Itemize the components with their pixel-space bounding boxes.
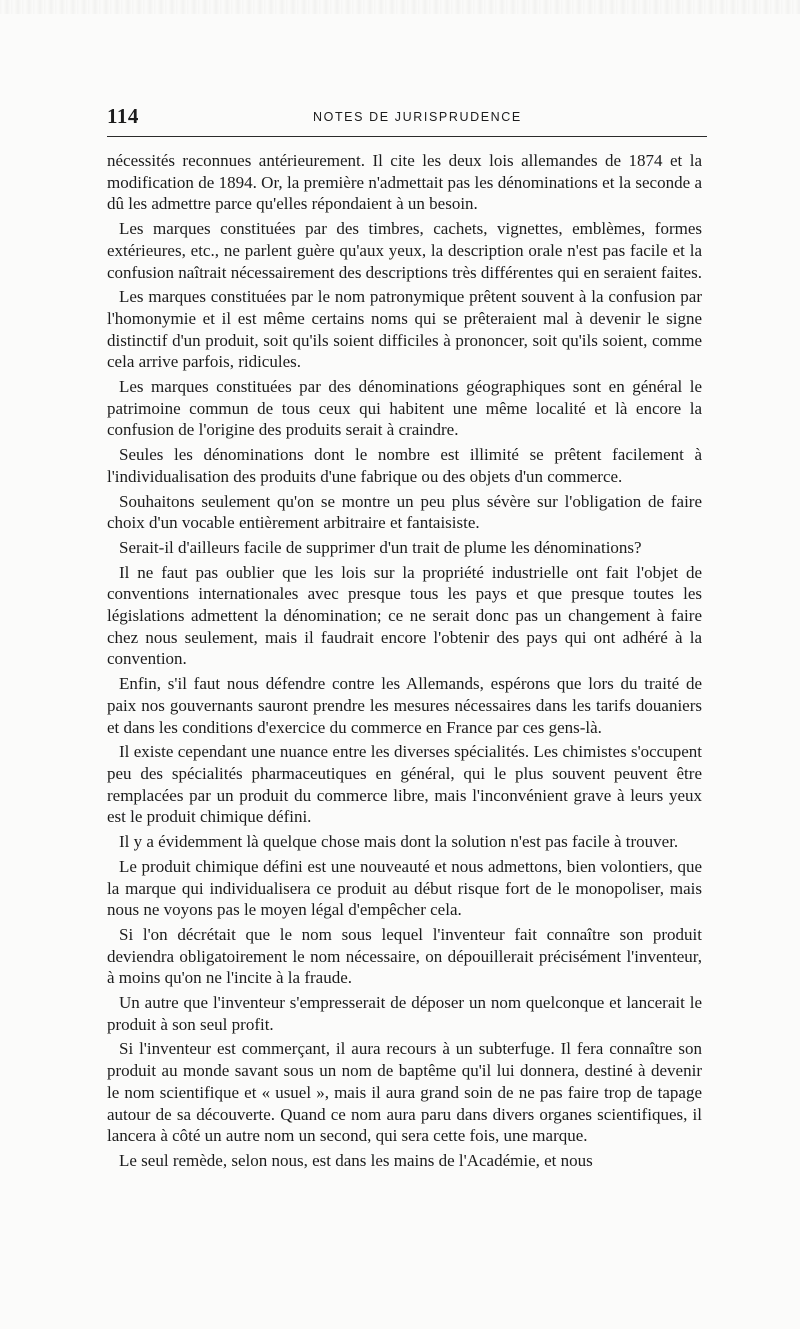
- paragraph: Il y a évidemment là quelque chose mais dont la solution n'est pas facile à trouver.: [119, 832, 679, 852]
- paragraph: Les marques constituées par le nom patronymique prêtent souvent à la confusion par l'homonymie et il est même certains noms qui se prêteraient mal à devenir le signe distinctif d'un produit, soit qu'ils soient difficiles à prononcer, soit qu'ils soient, comme cela arrive parfois, ridicules.: [107, 287, 702, 372]
- paragraph: Souhaitons seulement qu'on se montre un peu plus sévère sur l'obligation de faire choix d'un vocable entièrement arbitraire et fantaisiste.: [107, 491, 702, 533]
- header-rule: [107, 136, 707, 137]
- paragraph: Si l'inventeur est commerçant, il aura recours à un subterfuge. Il fera connaître son produit au monde savant sous un nom de baptême qu'il lui donnera, destiné à devenir le nom scientifique et « usuel », mais il aura grand soin de ne pas faire trop de tapage autour de sa découverte. Quand ce nom aura paru dans divers organes scientifiques, il lancera à côté un autre nom un second, qui sera cette fois, une marque.: [107, 1039, 702, 1146]
- paragraph: Les marques constituées par des timbres, cachets, vignettes, emblèmes, formes extérieures, etc., ne parlent guère qu'aux yeux, la description orale n'est pas facile et la confusion naîtrait nécessairement des descriptions très différentes qui en seraient faites.: [107, 219, 702, 282]
- paragraph: Si l'on décrétait que le nom sous lequel l'inventeur fait connaître son produit deviendra obligatoirement le nom nécessaire, on dépouillerait précisément l'inventeur, à moins qu'on ne l'incite à la fraude.: [107, 924, 702, 988]
- paragraph: Seules les dénominations dont le nombre est illimité se prêtent facilement à l'individualisation des produits d'une fabrique ou des objets d'un commerce.: [107, 445, 702, 486]
- body-text: [107, 150, 702, 1175]
- scan-edge-noise: [0, 0, 800, 14]
- page-number: 114: [107, 104, 139, 128]
- paragraph: nécessités reconnues antérieurement. Il cite les deux lois allemandes de 1874 et la modification de 1894. Or, la première n'admettait pas les dénominations et la seconde a dû les admettre parce qu'elles répondaient à un besoin.: [107, 151, 702, 214]
- paragraph: Serait-il d'ailleurs facile de supprimer d'un trait de plume les dénominations?: [119, 537, 642, 557]
- paragraph: Il ne faut pas oublier que les lois sur la propriété industrielle ont fait l'objet de conventions internationales avec presque tous les pays et que presque toutes les législations admettent la dénomination; ce ne serait donc pas un changement à faire chez nous seulement, mais il faudrait encore l'obtenir des pays qui ont adhéré à la convention.: [107, 562, 702, 669]
- paragraph: Enfin, s'il faut nous défendre contre les Allemands, espérons que lors du traité de paix nos gouvernants sauront prendre les mesures nécessaires dans les tarifs douaniers et dans les conditions d'exercice du commerce en France par ces gens-là.: [107, 674, 702, 737]
- running-head: [107, 98, 707, 128]
- paragraph: Il existe cependant une nuance entre les diverses spécialités. Les chimistes s'occupent peu des spécialités pharmaceutiques en général, qui le plus souvent peuvent être remplacées par un produit du commerce libre, mais l'inconvénient grave à leurs yeux est le produit chimique défini.: [107, 742, 702, 827]
- paragraph: Les marques constituées par des dénominations géographiques sont en général le patrimoine commun de tous ceux qui habitent une même localité et là encore la confusion de l'origine des produits serait à craindre.: [107, 377, 702, 440]
- paragraph: Le produit chimique défini est une nouveauté et nous admettons, bien volontiers, que la marque qui individualisera ce produit au début risque fort de le monopoliser, mais nous ne voyons pas le moyen légal d'empêcher cela.: [107, 856, 702, 920]
- running-title: NOTES DE JURISPRUDENCE: [313, 110, 522, 124]
- paragraph: Un autre que l'inventeur s'empresserait de déposer un nom quelconque et lancerait le produit à son seul profit.: [107, 993, 702, 1034]
- paragraph: Le seul remède, selon nous, est dans les mains de l'Académie, et nous: [119, 1150, 593, 1170]
